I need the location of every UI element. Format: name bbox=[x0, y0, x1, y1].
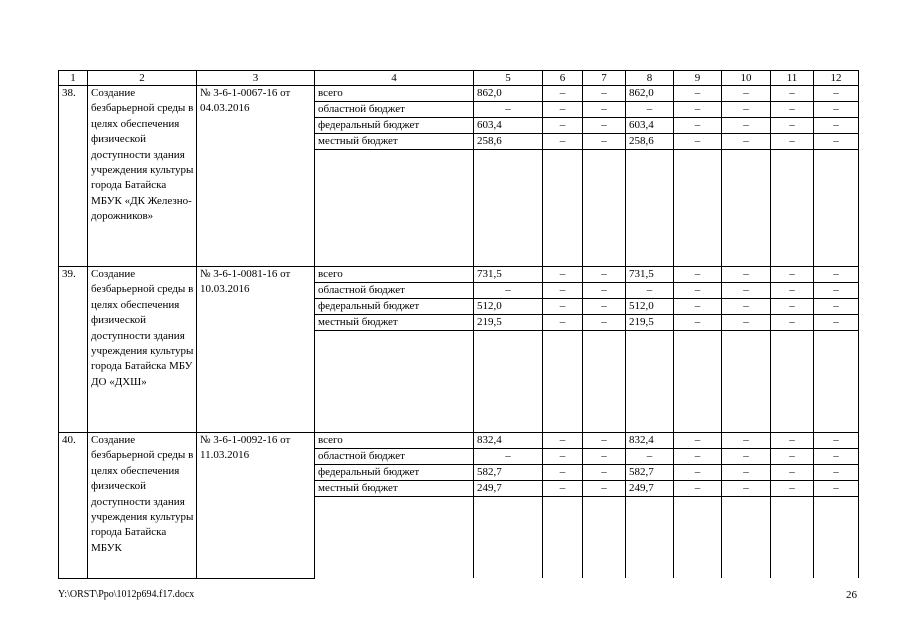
filler-cell bbox=[474, 331, 543, 433]
value-cell: – bbox=[674, 118, 722, 134]
budget-category: всего bbox=[315, 267, 474, 283]
value-cell: – bbox=[771, 86, 814, 102]
value-cell: – bbox=[474, 102, 543, 118]
value-cell: – bbox=[814, 299, 859, 315]
value-cell: 832,4 bbox=[626, 433, 674, 449]
value-cell: – bbox=[722, 102, 771, 118]
value-cell: – bbox=[583, 267, 626, 283]
col-header: 3 bbox=[197, 71, 315, 86]
filler-cell bbox=[722, 497, 771, 579]
value-cell: – bbox=[722, 299, 771, 315]
value-cell: – bbox=[674, 102, 722, 118]
value-cell: – bbox=[674, 267, 722, 283]
filler-cell bbox=[771, 331, 814, 433]
value-cell: – bbox=[474, 449, 543, 465]
value-cell: – bbox=[583, 134, 626, 150]
value-cell: – bbox=[771, 465, 814, 481]
filler-cell bbox=[474, 497, 543, 579]
col-header: 4 bbox=[315, 71, 474, 86]
value-cell: – bbox=[814, 449, 859, 465]
budget-category: федеральный бюджет bbox=[315, 118, 474, 134]
value-cell: – bbox=[814, 283, 859, 299]
value-cell: 512,0 bbox=[474, 299, 543, 315]
table-row bbox=[59, 86, 859, 102]
value-cell: – bbox=[543, 299, 583, 315]
header-row bbox=[59, 71, 859, 86]
budget-category: всего bbox=[315, 433, 474, 449]
value-cell: – bbox=[583, 315, 626, 331]
value-cell: – bbox=[722, 433, 771, 449]
value-cell: – bbox=[543, 283, 583, 299]
budget-category: местный бюджет bbox=[315, 134, 474, 150]
value-cell: – bbox=[771, 118, 814, 134]
value-cell: – bbox=[771, 433, 814, 449]
value-cell: – bbox=[543, 267, 583, 283]
value-cell: – bbox=[722, 481, 771, 497]
filler-cell bbox=[315, 150, 474, 267]
value-cell: – bbox=[583, 481, 626, 497]
value-cell: – bbox=[674, 433, 722, 449]
value-cell: – bbox=[674, 481, 722, 497]
table-row bbox=[59, 267, 859, 283]
value-cell: – bbox=[583, 465, 626, 481]
col-header: 9 bbox=[674, 71, 722, 86]
value-cell: – bbox=[814, 118, 859, 134]
filler-cell bbox=[814, 150, 859, 267]
filler-cell bbox=[814, 497, 859, 579]
value-cell: – bbox=[583, 449, 626, 465]
value-cell: – bbox=[674, 283, 722, 299]
value-cell: 249,7 bbox=[626, 481, 674, 497]
col-header: 10 bbox=[722, 71, 771, 86]
value-cell: – bbox=[814, 134, 859, 150]
budget-category: федеральный бюджет bbox=[315, 465, 474, 481]
value-cell: – bbox=[543, 465, 583, 481]
value-cell: – bbox=[583, 118, 626, 134]
value-cell: 862,0 bbox=[626, 86, 674, 102]
value-cell: – bbox=[771, 134, 814, 150]
filler-cell bbox=[674, 150, 722, 267]
value-cell: – bbox=[722, 118, 771, 134]
value-cell: 731,5 bbox=[474, 267, 543, 283]
filler-cell bbox=[583, 150, 626, 267]
budget-category: областной бюджет bbox=[315, 449, 474, 465]
value-cell: – bbox=[814, 102, 859, 118]
filler-cell bbox=[722, 331, 771, 433]
filler-cell bbox=[315, 331, 474, 433]
value-cell: – bbox=[474, 283, 543, 299]
row-number: 40. bbox=[59, 433, 88, 579]
value-cell: – bbox=[814, 267, 859, 283]
budget-category: областной бюджет bbox=[315, 102, 474, 118]
value-cell: 603,4 bbox=[474, 118, 543, 134]
filler-cell bbox=[626, 150, 674, 267]
filler-cell bbox=[771, 150, 814, 267]
value-cell: – bbox=[814, 315, 859, 331]
value-cell: – bbox=[583, 86, 626, 102]
col-header: 1 bbox=[59, 71, 88, 86]
value-cell: 219,5 bbox=[626, 315, 674, 331]
value-cell: 249,7 bbox=[474, 481, 543, 497]
value-cell: – bbox=[722, 267, 771, 283]
filler-cell bbox=[543, 331, 583, 433]
filler-cell bbox=[674, 497, 722, 579]
col-header: 12 bbox=[814, 71, 859, 86]
filler-cell bbox=[626, 497, 674, 579]
value-cell: – bbox=[771, 283, 814, 299]
value-cell: – bbox=[771, 449, 814, 465]
value-cell: – bbox=[771, 481, 814, 497]
filler-cell bbox=[474, 150, 543, 267]
filler-cell bbox=[543, 150, 583, 267]
budget-table bbox=[58, 70, 859, 579]
value-cell: – bbox=[674, 449, 722, 465]
budget-category: областной бюджет bbox=[315, 283, 474, 299]
value-cell: 219,5 bbox=[474, 315, 543, 331]
project-name: Создание безбарьерной среды в целях обеспечения физической доступности здания учреждения культуры города Батайска МБУК bbox=[88, 433, 197, 579]
project-name: Создание безбарьерной среды в целях обеспечения физической доступности здания учреждения культуры города Батайска МБУК «ДК Железно-дорожников» bbox=[88, 86, 197, 267]
budget-category: местный бюджет bbox=[315, 481, 474, 497]
value-cell: – bbox=[722, 449, 771, 465]
value-cell: – bbox=[583, 433, 626, 449]
col-header: 11 bbox=[771, 71, 814, 86]
document-ref: № 3-6-1-0081-16 от 10.03.2016 bbox=[197, 267, 315, 433]
col-header: 7 bbox=[583, 71, 626, 86]
document-ref: № 3-6-1-0092-16 от 11.03.2016 bbox=[197, 433, 315, 579]
value-cell: – bbox=[674, 299, 722, 315]
value-cell: 862,0 bbox=[474, 86, 543, 102]
value-cell: – bbox=[814, 465, 859, 481]
value-cell: 512,0 bbox=[626, 299, 674, 315]
value-cell: 258,6 bbox=[474, 134, 543, 150]
filler-cell bbox=[315, 497, 474, 579]
budget-category: местный бюджет bbox=[315, 315, 474, 331]
page-number: 26 bbox=[846, 589, 857, 601]
project-name: Создание безбарьерной среды в целях обеспечения физической доступности здания учреждения культуры города Батайска МБУ ДО «ДХШ» bbox=[88, 267, 197, 433]
filler-cell bbox=[583, 331, 626, 433]
value-cell: 603,4 bbox=[626, 118, 674, 134]
value-cell: – bbox=[626, 283, 674, 299]
value-cell: – bbox=[583, 283, 626, 299]
value-cell: – bbox=[722, 283, 771, 299]
filler-cell bbox=[626, 331, 674, 433]
col-header: 8 bbox=[626, 71, 674, 86]
value-cell: – bbox=[543, 118, 583, 134]
filler-cell bbox=[722, 150, 771, 267]
value-cell: – bbox=[543, 315, 583, 331]
row-number: 39. bbox=[59, 267, 88, 433]
col-header: 6 bbox=[543, 71, 583, 86]
filler-cell bbox=[583, 497, 626, 579]
value-cell: – bbox=[674, 86, 722, 102]
value-cell: – bbox=[543, 433, 583, 449]
filler-cell bbox=[674, 331, 722, 433]
value-cell: 258,6 bbox=[626, 134, 674, 150]
value-cell: – bbox=[771, 102, 814, 118]
value-cell: 731,5 bbox=[626, 267, 674, 283]
value-cell: – bbox=[722, 86, 771, 102]
filler-cell bbox=[771, 497, 814, 579]
value-cell: – bbox=[583, 102, 626, 118]
filler-cell bbox=[814, 331, 859, 433]
value-cell: – bbox=[543, 449, 583, 465]
value-cell: – bbox=[814, 481, 859, 497]
value-cell: – bbox=[722, 315, 771, 331]
value-cell: – bbox=[674, 465, 722, 481]
value-cell: – bbox=[771, 267, 814, 283]
col-header: 2 bbox=[88, 71, 197, 86]
value-cell: – bbox=[771, 315, 814, 331]
value-cell: 582,7 bbox=[626, 465, 674, 481]
file-path: Y:\ORST\Ppo\1012p694.f17.docx bbox=[58, 589, 195, 600]
value-cell: – bbox=[543, 481, 583, 497]
table-row bbox=[59, 433, 859, 449]
value-cell: – bbox=[722, 134, 771, 150]
col-header: 5 bbox=[474, 71, 543, 86]
filler-cell bbox=[543, 497, 583, 579]
document-ref: № 3-6-1-0067-16 от 04.03.2016 bbox=[197, 86, 315, 267]
value-cell: 582,7 bbox=[474, 465, 543, 481]
value-cell: – bbox=[814, 86, 859, 102]
value-cell: – bbox=[626, 102, 674, 118]
value-cell: – bbox=[626, 449, 674, 465]
value-cell: – bbox=[543, 134, 583, 150]
value-cell: – bbox=[674, 134, 722, 150]
value-cell: – bbox=[543, 86, 583, 102]
value-cell: – bbox=[771, 299, 814, 315]
value-cell: – bbox=[583, 299, 626, 315]
value-cell: – bbox=[543, 102, 583, 118]
value-cell: – bbox=[674, 315, 722, 331]
value-cell: – bbox=[814, 433, 859, 449]
budget-category: всего bbox=[315, 86, 474, 102]
budget-category: федеральный бюджет bbox=[315, 299, 474, 315]
value-cell: – bbox=[722, 465, 771, 481]
value-cell: 832,4 bbox=[474, 433, 543, 449]
row-number: 38. bbox=[59, 86, 88, 267]
